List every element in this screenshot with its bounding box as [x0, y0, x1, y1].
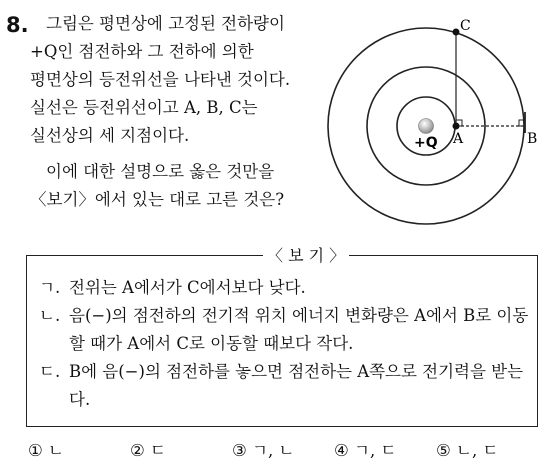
choice-number: ⑤	[436, 441, 451, 460]
choice-label: ㄴ	[48, 441, 64, 460]
choice-1[interactable]	[28, 437, 64, 461]
bogi-item	[39, 302, 529, 358]
bogi-item	[39, 274, 529, 302]
bogi-item-mark: ㄱ.	[39, 278, 61, 297]
point-b-label: B	[527, 131, 538, 147]
choice-label: ㄱ, ㄷ	[354, 441, 397, 460]
question-line: 실선은 등전위선이고 A, B, C는	[30, 98, 258, 117]
answer-choices	[28, 437, 538, 463]
choice-4[interactable]	[334, 437, 396, 461]
choice-3[interactable]	[232, 437, 294, 461]
question-line: +Q인 점전하와 그 전하에 의한	[30, 42, 254, 61]
choice-label: ㄷ	[150, 441, 166, 460]
question-line: 그림은 평면상에 고정된 전하량이	[46, 14, 285, 33]
point-c-dot	[453, 29, 460, 36]
question-ask-line: 〈보기〉에서 있는 대로 고른 것은?	[30, 190, 285, 209]
bogi-item	[39, 358, 529, 414]
question-number: 8.	[6, 13, 29, 37]
choice-number: ④	[334, 441, 349, 460]
point-c-label: C	[460, 18, 471, 34]
bogi-item-mark: ㄷ.	[39, 362, 61, 381]
point-charge	[419, 119, 434, 134]
bogi-item-text: 전위는 A에서가 C에서보다 낮다.	[69, 278, 306, 297]
bogi-title: 〈 보 기 〉	[263, 243, 349, 266]
charge-label: +Q	[414, 135, 438, 151]
bogi-box	[26, 246, 538, 427]
question-ask-line: 이에 대한 설명으로 옳은 것만을	[46, 162, 275, 181]
choice-label: ㄴ, ㄷ	[456, 441, 499, 460]
bogi-item-text: B에 음(−)의 점전하를 놓으면 점전하는 A쪽으로 전기력을 받는다.	[69, 362, 524, 409]
bogi-item-mark: ㄴ.	[39, 306, 61, 325]
point-a-dot	[453, 123, 460, 130]
choice-5[interactable]	[436, 437, 498, 461]
question-line: 평면상의 등전위선을 나타낸 것이다.	[30, 70, 291, 89]
choice-label: ㄱ, ㄴ	[252, 441, 295, 460]
equipotential-figure	[326, 6, 546, 231]
choice-2[interactable]	[130, 437, 166, 461]
choice-number: ③	[232, 441, 247, 460]
choice-number: ①	[28, 441, 43, 460]
question-line: 실선상의 세 지점이다.	[30, 126, 190, 145]
question-text	[30, 10, 315, 214]
bogi-item-text: 음(−)의 점전하의 전기적 위치 에너지 변화량은 A에서 B로 이동할 때가 A에서 C로 이동할 때보다 작다.	[69, 306, 529, 353]
point-a-label: A	[453, 131, 464, 147]
choice-number: ②	[130, 441, 145, 460]
